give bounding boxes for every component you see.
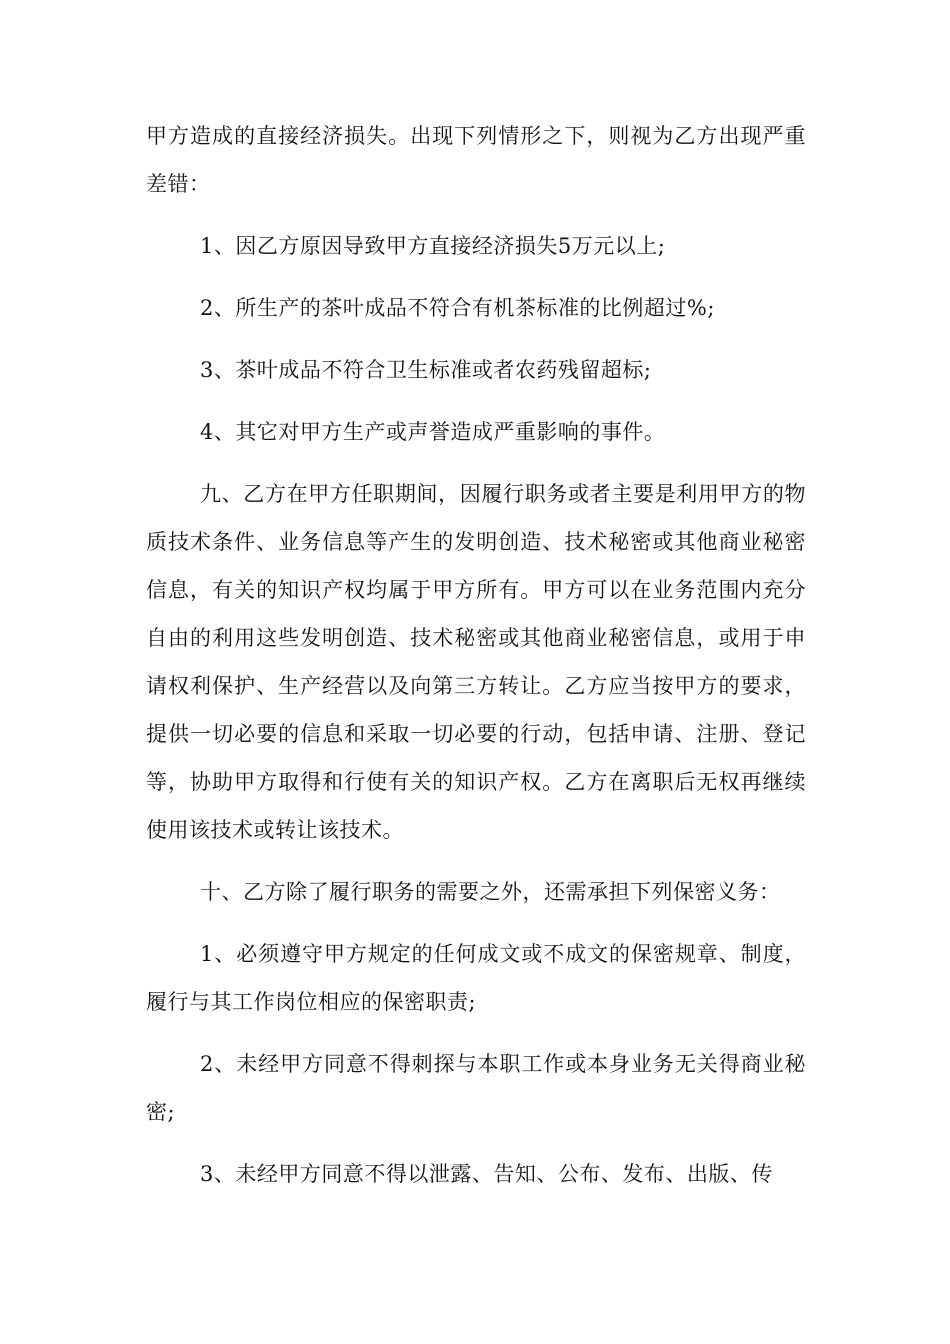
list-item-4: 4、其它对甲方生产或声誉造成严重影响的事件。 (200, 420, 666, 444)
list-item-2: 2、所生产的茶叶成品不符合有机茶标准的比例超过%; (200, 296, 715, 320)
confidentiality-item-2: 2、未经甲方同意不得刺探与本职工作或本身业务无关得商业秘密; (146, 1052, 806, 1124)
confidentiality-item-1: 1、必须遵守甲方规定的任何成文或不成文的保密规章、制度，履行与其工作岗位相应的保密职责; (146, 942, 806, 1014)
list-item-1: 1、因乙方原因导致甲方直接经济损失5万元以上; (200, 234, 666, 258)
document-body (146, 112, 806, 1212)
confidentiality-item-3: 3、未经甲方同意不得以泄露、告知、公布、发布、出版、传 (200, 1162, 773, 1186)
paragraph-continuation: 甲方造成的直接经济损失。出现下列情形之下，则视为乙方出现严重差错： (146, 124, 806, 196)
clause-nine: 九、乙方在甲方任职期间，因履行职务或者主要是利用甲方的物质技术条件、业务信息等产生的发明创造、技术秘密或其他商业秘密信息，有关的知识产权均属于甲方所有。甲方可以在业务范围内充分自由的利用这些发明创造、技术秘密或其他商业秘密信息，或用于申请权利保护、生产经营以及向第三方转让。乙方应当按甲方的要求，提供一切必要的信息和采取一切必要的行动，包括申请、注册、登记等，协助甲方取得和行使有关的知识产权。乙方在离职后无权再继续使用该技术或转让该技术。 (146, 482, 806, 842)
clause-ten: 十、乙方除了履行职务的需要之外，还需承担下列保密义务： (200, 880, 781, 904)
list-item-3: 3、茶叶成品不符合卫生标准或者农药残留超标; (200, 358, 652, 382)
